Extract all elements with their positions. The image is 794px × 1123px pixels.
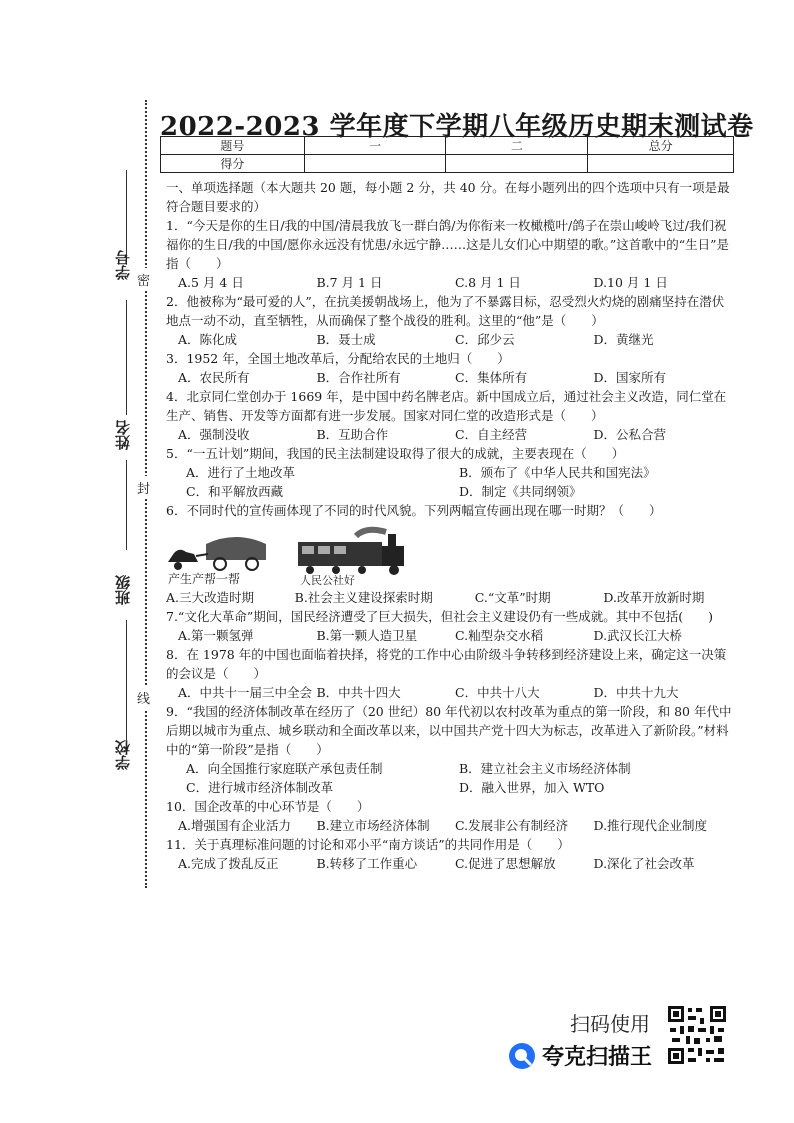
option[interactable]: B．中共十四大: [316, 685, 401, 700]
binding-rule: [126, 700, 127, 740]
options-row: [166, 425, 732, 444]
option[interactable]: C．集体所有: [455, 370, 528, 385]
option[interactable]: C．中共十八大: [455, 685, 540, 700]
option[interactable]: A.完成了拨乱反正: [178, 856, 279, 871]
option[interactable]: D．公私合营: [593, 427, 667, 442]
option[interactable]: D.武汉长江大桥: [593, 628, 683, 643]
option[interactable]: B．建立社会主义市场经济体制: [459, 761, 631, 776]
option[interactable]: C．和平解放西藏: [186, 484, 284, 499]
option[interactable]: B．合作社所有: [316, 370, 401, 385]
question-area: [166, 178, 732, 873]
option[interactable]: A．中共十一届三中全会: [178, 685, 313, 700]
question-stem: 7.“文化大革命”期间，国民经济遭受了巨大损失，但社会主义建设仍有一些成就。其中不包括( ): [166, 609, 713, 624]
option[interactable]: D．国家所有: [593, 370, 667, 385]
option[interactable]: C.“文革”时期: [474, 590, 551, 605]
score-cell: 题号: [161, 137, 305, 155]
option[interactable]: C．进行城市经济体制改革: [186, 780, 334, 795]
question-stem: 11．关于真理标准问题的讨论和邓小平“南方谈话”的共同作用是（ ）: [166, 837, 570, 852]
option[interactable]: B.社会主义建设探索时期: [294, 590, 433, 605]
score-cell[interactable]: [304, 155, 446, 173]
quark-logo-icon: [508, 1042, 536, 1070]
option[interactable]: A.5 月 4 日: [178, 275, 244, 290]
options-row: [166, 683, 732, 702]
option[interactable]: B．颁布了《中华人民共和国宪法》: [459, 465, 656, 480]
option[interactable]: A．强制没收: [178, 427, 250, 442]
option[interactable]: A.三大改造时期: [166, 590, 255, 605]
options-grid: [166, 759, 732, 797]
question-stem: 1．“今天是你的生日/我的中国/清晨我放飞一群白鸽/为你衔来一枚橄榄叶/鸽子在崇山峻岭飞过/我们祝福你的生日/我的中国/愿你永远没有忧患/永远宁静……这是儿女们心中期望的歌。”这首歌中的“生日”是指（ ）: [166, 218, 730, 271]
question-stem: 4．北京同仁堂创办于 1669 年，是中国中药名牌老店。新中国成立后，通过社会主义改造，同仁堂在生产、销售、开发等方面都有进一步发展。国家对同仁堂的改造形式是（ ）: [166, 389, 727, 423]
score-cell: 得分: [161, 155, 305, 173]
option[interactable]: D.10 月 1 日: [593, 275, 668, 290]
option[interactable]: D．融入世界，加入 WTO: [459, 780, 605, 795]
qr-code-icon[interactable]: [666, 1004, 728, 1066]
question-stem: 8．在 1978 年的中国也面临着抉择，将党的工作中心由阶级斗争转移到经济建设上来，确定这一决策的会议是（ ）: [166, 647, 727, 681]
options-row: [166, 330, 732, 349]
score-cell: 二: [446, 137, 588, 155]
options-row: [166, 816, 732, 835]
option[interactable]: D．黄继光: [593, 332, 654, 347]
score-cell[interactable]: [588, 155, 734, 173]
poster-caption: 产生产帮一帮: [168, 572, 241, 586]
option[interactable]: D.深化了社会改革: [593, 856, 695, 871]
option[interactable]: B.第一颗人造卫星: [316, 628, 418, 643]
question-stem: 3．1952 年，全国土地改革后，分配给农民的土地归（ ）: [166, 351, 510, 366]
student-name-label: 姓名: [114, 420, 132, 450]
score-cell: 一: [304, 137, 446, 155]
option[interactable]: D．制定《共同纲领》: [459, 484, 582, 499]
score-table-row: [161, 137, 734, 155]
options-row: [166, 626, 732, 645]
section-heading: 一、单项选择题（本大题共 20 题，每小题 2 分，共 40 分。在每小题列出的四个选项中只有一项是最符合题目要求的）: [166, 180, 730, 214]
school-label: 学校: [114, 740, 132, 770]
score-table-row: [161, 155, 734, 173]
option[interactable]: C.8 月 1 日: [455, 275, 521, 290]
brand-name: 夸克扫描王: [542, 1045, 653, 1070]
option[interactable]: B．聂士成: [316, 332, 376, 347]
score-table: [160, 136, 734, 173]
option[interactable]: C．自主经营: [455, 427, 528, 442]
student-number-label: 学号: [114, 250, 132, 280]
option[interactable]: C．邱少云: [455, 332, 515, 347]
options-row: [166, 368, 732, 387]
option[interactable]: C.籼型杂交水稻: [455, 628, 544, 643]
options-row: [166, 273, 732, 292]
binding-rule: [126, 320, 127, 415]
scan-to-use-text: 扫码使用: [570, 1012, 650, 1036]
question-stem: 10．国企改革的中心环节是（ ）: [166, 799, 370, 814]
scanner-brand: [508, 1040, 652, 1071]
options-row: [166, 588, 732, 607]
poster-caption: 人民公社好: [300, 574, 355, 586]
exam-title: 2022-2023 学年度下学期八年级历史期末测试卷: [160, 112, 754, 142]
option[interactable]: D.改革开放新时期: [603, 590, 705, 605]
propaganda-posters: [166, 522, 732, 586]
binding-word-seal: 密: [137, 268, 150, 291]
binding-word-seal2: 封: [137, 476, 150, 499]
options-grid: [166, 463, 732, 501]
poster-ox-cart-image: [166, 526, 296, 586]
option[interactable]: D.推行现代企业制度: [593, 818, 708, 833]
score-cell: 总分: [588, 137, 734, 155]
option[interactable]: A.第一颗氢弹: [178, 628, 254, 643]
poster-train-image: [296, 526, 416, 586]
score-cell[interactable]: [446, 155, 588, 173]
option[interactable]: B．互助合作: [316, 427, 389, 442]
question-stem: 9．“我国的经济体制改革在经历了（20 世纪）80 年代初以农村改革为重点的第一阶段，和 80 年代中后期以城市为重点、城乡联动和全面改革以来，以中国共产党十四大为标志，改革进入了新阶段。”材料中的“第一阶段”是指（ ）: [166, 704, 732, 757]
option[interactable]: A．向全国推行家庭联产承包责任制: [186, 761, 383, 776]
option[interactable]: B.7 月 1 日: [316, 275, 383, 290]
option[interactable]: A．陈化成: [178, 332, 238, 347]
question-stem: 5．“一五计划”期间，我国的民主法制建设取得了很大的成就，主要表现在（ ）: [166, 446, 625, 461]
option[interactable]: A．进行了土地改革: [186, 465, 296, 480]
option[interactable]: D．中共十九大: [593, 685, 679, 700]
question-stem: 2．他被称为“最可爱的人”，在抗美援朝战场上，他为了不暴露目标，忍受烈火灼烧的剧痛坚持在潜伏地点一动不动，直至牺牲，从而确保了整个战役的胜利。这里的“他”是（ ）: [166, 294, 725, 328]
option[interactable]: B.建立市场经济体制: [316, 818, 430, 833]
binding-rule: [126, 170, 127, 260]
option[interactable]: A．农民所有: [178, 370, 250, 385]
binding-word-line: 线: [137, 686, 150, 709]
option[interactable]: A.增强国有企业活力: [178, 818, 292, 833]
option[interactable]: C.发展非公有制经济: [455, 818, 569, 833]
option[interactable]: C.促进了思想解放: [455, 856, 556, 871]
options-row: [166, 854, 732, 873]
class-label: 班级: [114, 575, 132, 605]
question-stem: 6．不同时代的宣传画体现了不同的时代风貌。下列两幅宣传画出现在哪一时期？（ ）: [166, 503, 662, 518]
binding-rule: [126, 460, 127, 550]
option[interactable]: B.转移了工作重心: [316, 856, 418, 871]
